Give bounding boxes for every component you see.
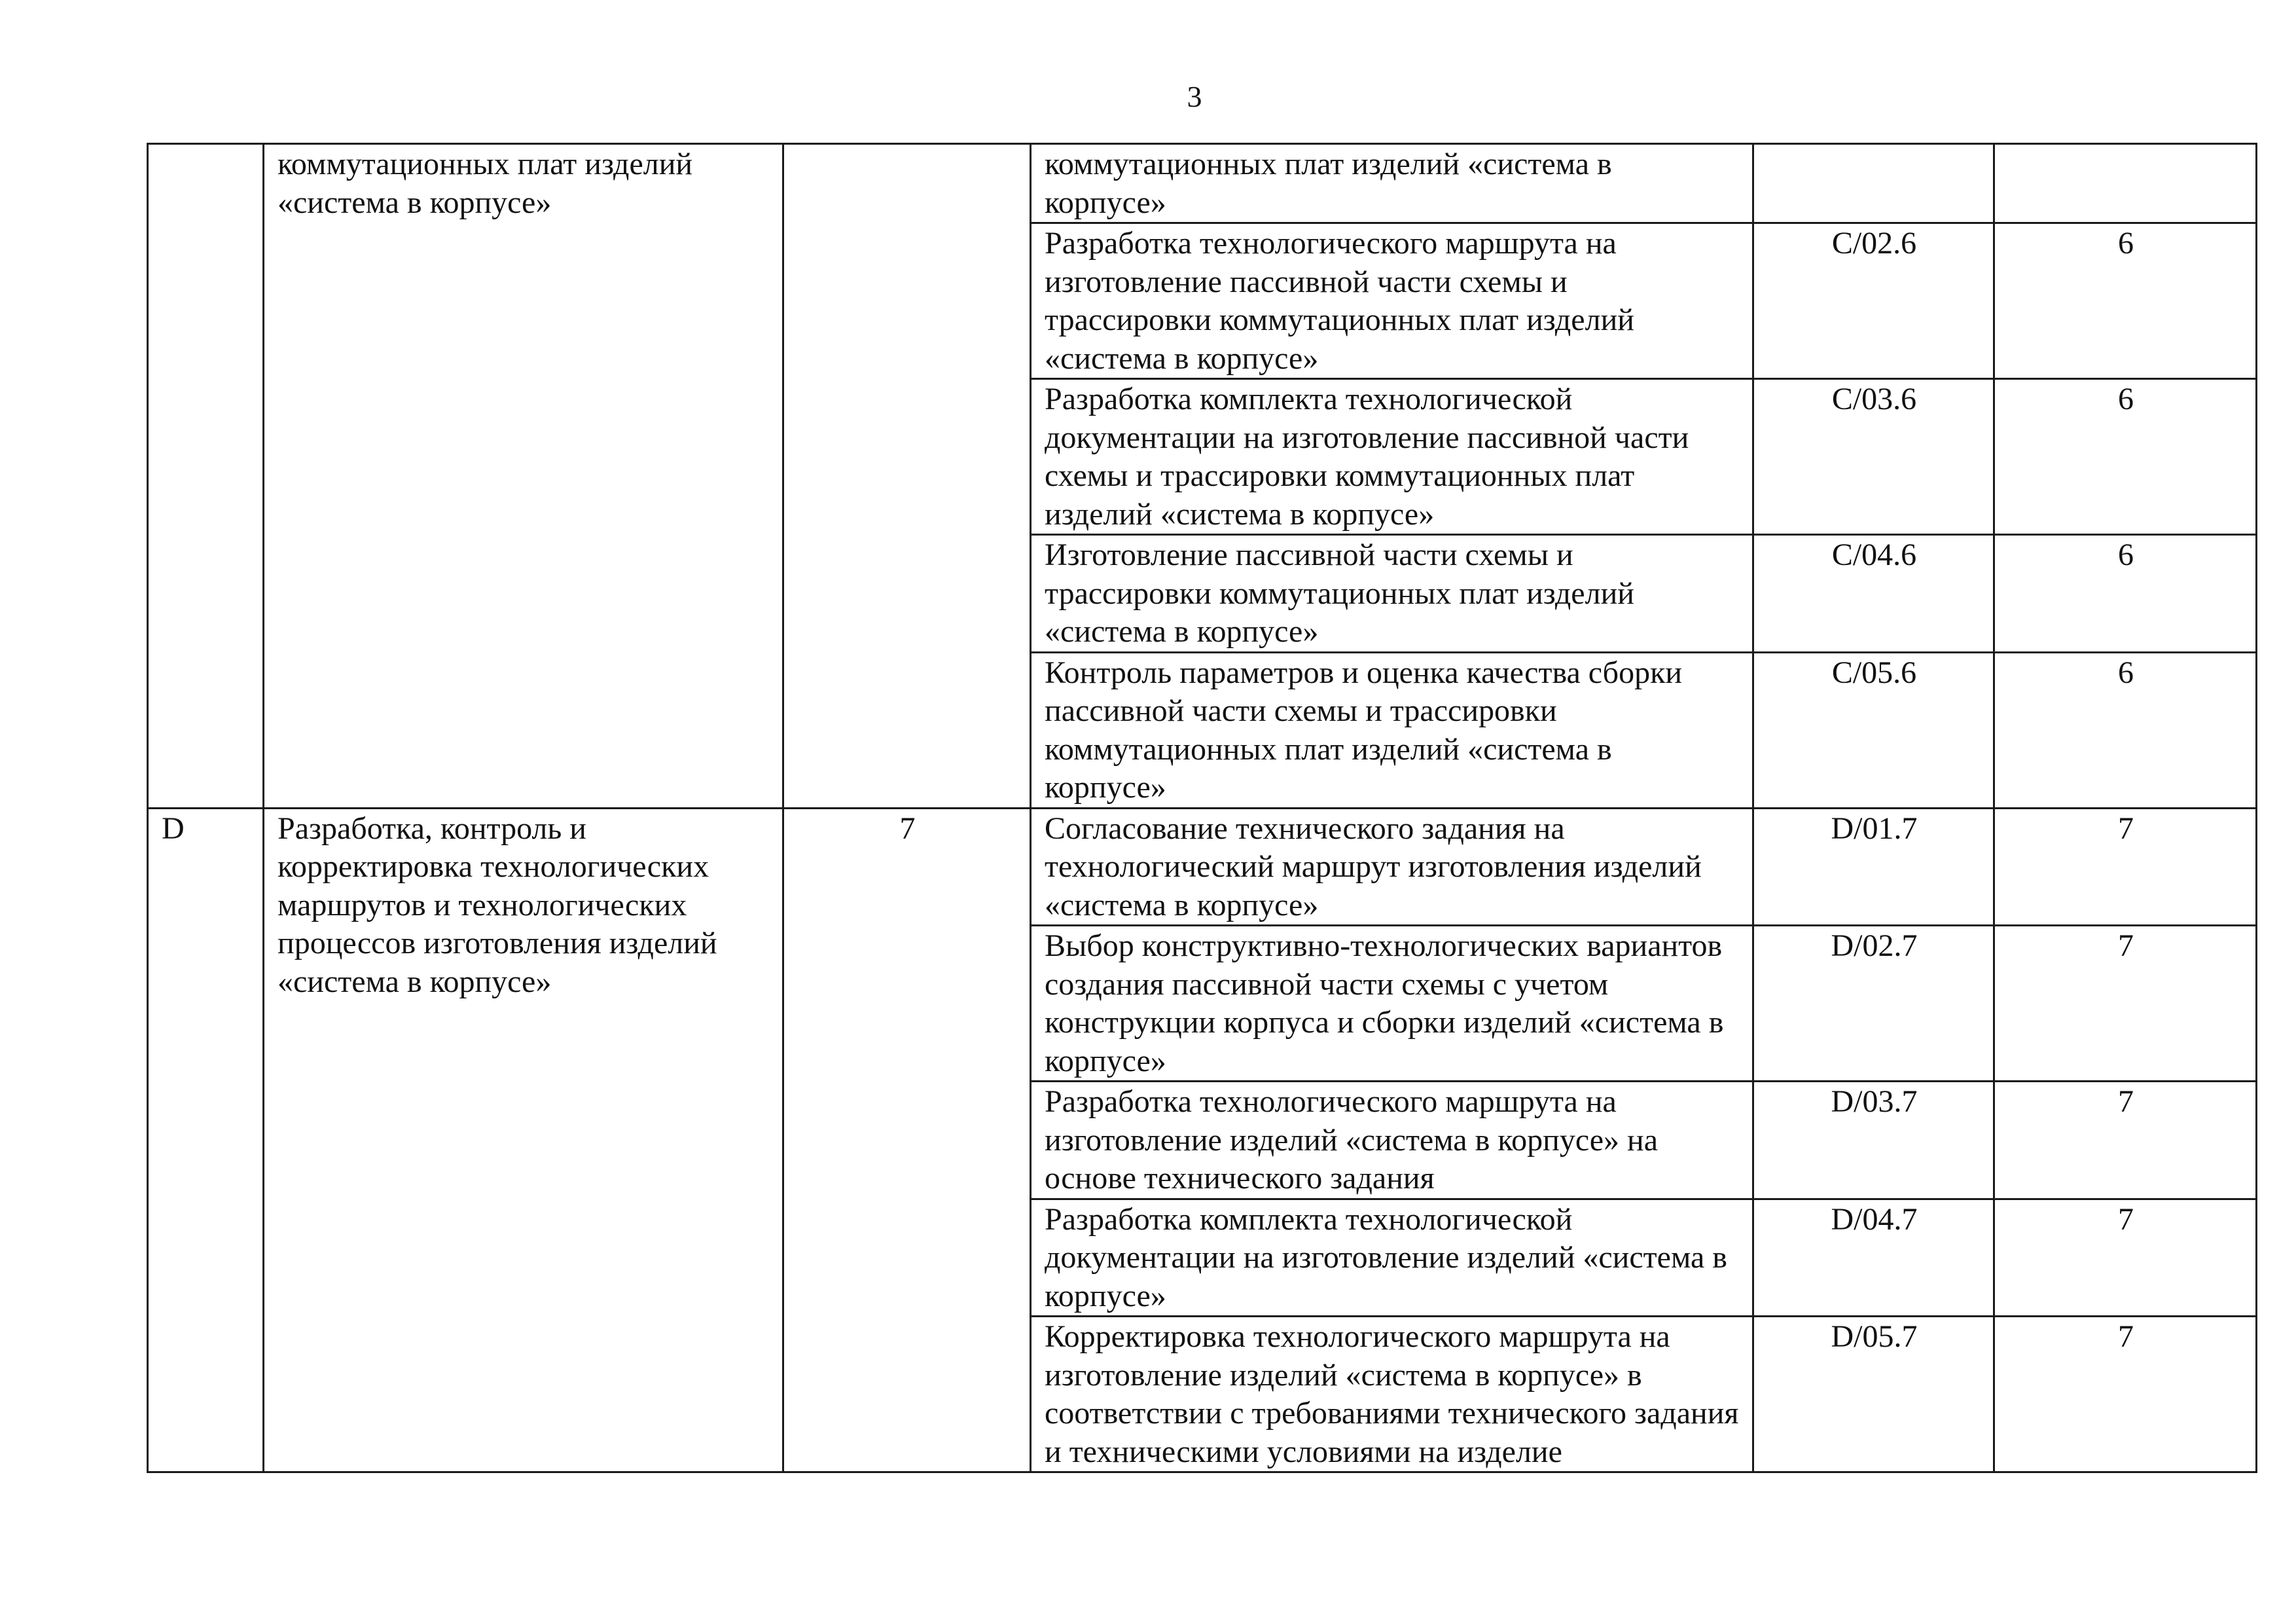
function-level-cell [1994, 144, 2257, 223]
function-code-cell: D/02.7 [1753, 926, 1994, 1082]
function-name-cell: Разработка комплекта технологической документации на изготовление изделий «система в корпусе» [1031, 1199, 1753, 1317]
group-name-cell [264, 144, 783, 809]
function-code-cell: C/02.6 [1753, 223, 1994, 379]
function-name-cell: Выбор конструктивно-технологических вариантов создания пассивной части схемы с учетом конструкции корпуса и сборки изделий «система в корпусе» [1031, 926, 1753, 1082]
table-row [148, 808, 2257, 926]
function-code-cell: D/01.7 [1753, 808, 1994, 926]
function-level-cell: 7 [1994, 1317, 2257, 1472]
function-name-cell: Разработка комплекта технологической документации на изготовление пассивной части схемы и трассировки коммутационных плат изделий «система в корпусе» [1031, 379, 1753, 535]
function-name-cell: Разработка технологического маршрута на изготовление изделий «система в корпусе» на основе технического задания [1031, 1082, 1753, 1199]
functions-table [147, 143, 2257, 1473]
function-level-cell: 7 [1994, 926, 2257, 1082]
function-name-cell: Контроль параметров и оценка качества сборки пассивной части схемы и трассировки коммутационных плат изделий «система в корпусе» [1031, 652, 1753, 808]
function-code-cell: C/03.6 [1753, 379, 1994, 535]
function-level-cell: 6 [1994, 379, 2257, 535]
group-code-cell: D [148, 808, 264, 1472]
page-number: 3 [1187, 80, 1202, 113]
function-code-cell: D/04.7 [1753, 1199, 1994, 1317]
function-code-cell [1753, 144, 1994, 223]
function-level-cell: 7 [1994, 1082, 2257, 1199]
function-code-cell: D/05.7 [1753, 1317, 1994, 1472]
function-level-cell: 7 [1994, 808, 2257, 926]
group-name-cell [264, 808, 783, 1472]
group-name: Разработка, контроль и корректировка технологических маршрутов и технологических процессов изготовления изделий «система в корпусе» [278, 811, 717, 999]
function-name-cell: Корректировка технологического маршрута на изготовление изделий «система в корпусе» в соответствии с требованиями технического задания и техническими условиями на изделие [1031, 1317, 1753, 1472]
function-level-cell: 7 [1994, 1199, 2257, 1317]
table-row [148, 144, 2257, 223]
function-level-cell: 6 [1994, 652, 2257, 808]
function-level-cell: 6 [1994, 223, 2257, 379]
function-code-cell: C/05.6 [1753, 652, 1994, 808]
group-code-cell [148, 144, 264, 809]
group-name: коммутационных плат изделий «система в корпусе» [278, 147, 693, 220]
function-name-cell: Изготовление пассивной части схемы и трассировки коммутационных плат изделий «система в корпусе» [1031, 535, 1753, 653]
function-name-cell: Согласование технического задания на технологический маршрут изготовления изделий «система в корпусе» [1031, 808, 1753, 926]
group-level-cell: 7 [783, 808, 1031, 1472]
group-level-cell [783, 144, 1031, 809]
function-code-cell: C/04.6 [1753, 535, 1994, 653]
function-level-cell: 6 [1994, 535, 2257, 653]
function-name-cell: Разработка технологического маршрута на изготовление пассивной части схемы и трассировки коммутационных плат изделий «система в корпусе» [1031, 223, 1753, 379]
function-name-cell: коммутационных плат изделий «система в корпусе» [1031, 144, 1753, 223]
function-code-cell: D/03.7 [1753, 1082, 1994, 1199]
